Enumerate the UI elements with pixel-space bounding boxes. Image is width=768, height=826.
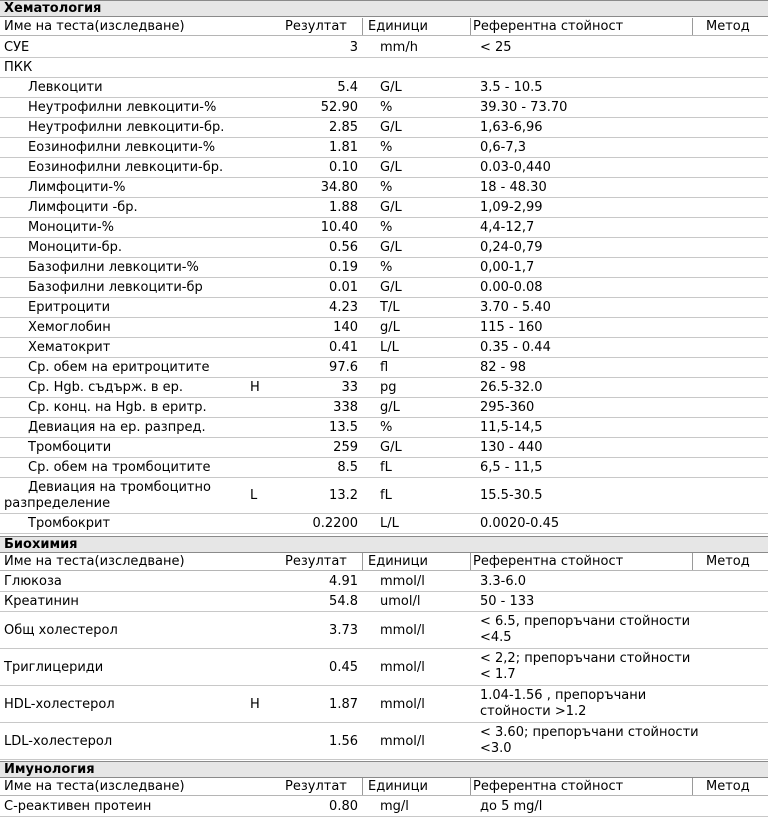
- header-separator: [362, 778, 363, 795]
- result-value: 0.19: [329, 260, 358, 275]
- result-unit: mmol/l: [380, 696, 425, 712]
- reference-range: 0.03-0,440: [480, 159, 551, 175]
- result-flag: [250, 438, 270, 457]
- table-row: [0, 723, 768, 760]
- result-flag: [250, 572, 270, 591]
- table-header: [0, 553, 768, 571]
- result-unit: fl: [380, 360, 389, 375]
- header-separator: [692, 778, 693, 795]
- result-flag: [250, 338, 270, 357]
- table-row: [0, 592, 768, 612]
- test-name: Общ холестерол: [4, 622, 118, 638]
- result-flag: [250, 318, 270, 337]
- result-unit: mmol/l: [380, 733, 425, 749]
- test-name: Ср. конц. на Hgb. в еритр.: [28, 400, 207, 415]
- header-separator: [470, 18, 471, 35]
- result-flag: [250, 418, 270, 437]
- reference-range: 0,00-1,7: [480, 259, 535, 275]
- result-flag: [250, 649, 270, 685]
- test-name: Ср. Hgb. съдърж. в ер.: [28, 380, 184, 395]
- result-flag: L: [250, 488, 258, 503]
- table-row: [0, 198, 768, 218]
- header-method: Метод: [706, 554, 750, 569]
- table-row: [0, 797, 768, 817]
- result-value: 3.73: [329, 622, 358, 638]
- header-units: Единици: [368, 554, 428, 569]
- reference-range: 3.5 - 10.5: [480, 79, 543, 95]
- section-title: Биохимия: [0, 536, 768, 553]
- header-separator: [692, 18, 693, 35]
- table-row: [0, 649, 768, 686]
- section-title: Имунология: [0, 761, 768, 778]
- table-row: [0, 98, 768, 118]
- test-name: Хемоглобин: [28, 320, 111, 335]
- result-flag: [250, 458, 270, 477]
- header-name: Име на теста(изследване): [4, 554, 185, 569]
- header-separator: [470, 778, 471, 795]
- reference-range: 0,6-7,3: [480, 139, 527, 155]
- table-row: [0, 572, 768, 592]
- result-flag: [250, 38, 270, 57]
- result-unit: %: [380, 140, 393, 155]
- header-name: Име на теста(изследване): [4, 19, 185, 34]
- table-row: [0, 278, 768, 298]
- result-value: 10.40: [320, 220, 358, 235]
- test-name: Девиация на ер. разпред.: [28, 420, 206, 435]
- result-flag: [250, 238, 270, 257]
- test-name: Триглицериди: [4, 659, 104, 675]
- result-flag: [250, 58, 270, 77]
- result-flag: [250, 278, 270, 297]
- result-unit: %: [380, 420, 393, 435]
- result-flag: H: [250, 696, 260, 712]
- reference-range: < 25: [480, 39, 512, 55]
- result-unit: G/L: [380, 160, 402, 175]
- header-method: Метод: [706, 779, 750, 794]
- test-name: Тромбоцити: [28, 440, 112, 455]
- test-name: Хематокрит: [28, 340, 111, 355]
- result-flag: [250, 398, 270, 417]
- result-unit: G/L: [380, 200, 402, 215]
- reference-range: 6,5 - 11,5: [480, 459, 543, 475]
- result-value: 13.2: [329, 488, 358, 503]
- reference-range: 1,63-6,96: [480, 119, 543, 135]
- test-name: Ср. обем на тромбоцитите: [28, 460, 211, 475]
- result-unit: G/L: [380, 80, 402, 95]
- test-name: Базофилни левкоцити-бр: [28, 280, 203, 295]
- result-flag: [250, 298, 270, 317]
- reference-range: 50 - 133: [480, 593, 535, 609]
- result-value: 5.4: [337, 80, 358, 95]
- test-name: HDL-холестерол: [4, 696, 115, 712]
- table-row: [0, 358, 768, 378]
- result-unit: %: [380, 260, 393, 275]
- reference-range: 295-360: [480, 399, 535, 415]
- result-flag: [250, 358, 270, 377]
- result-value: 54.8: [329, 594, 358, 609]
- result-value: 4.91: [329, 574, 358, 589]
- reference-range: 18 - 48.30: [480, 179, 547, 195]
- reference-range: < 6.5, препоръчани стойности <4.5: [480, 614, 691, 645]
- result-value: 34.80: [320, 180, 358, 195]
- test-name: Еритроцити: [28, 300, 111, 315]
- result-unit: mmol/l: [380, 622, 425, 638]
- result-unit: L/L: [380, 516, 399, 531]
- table-row: [0, 118, 768, 138]
- result-flag: [250, 723, 270, 759]
- result-value: 259: [333, 440, 358, 455]
- table-row: [0, 58, 768, 78]
- result-unit: %: [380, 180, 393, 195]
- table-row: [0, 78, 768, 98]
- table-header: [0, 778, 768, 796]
- table-row: [0, 258, 768, 278]
- test-name: Тромбокрит: [28, 516, 111, 531]
- header-reference: Референтна стойност: [473, 779, 624, 794]
- header-method: Метод: [706, 19, 750, 34]
- result-value: 0.56: [329, 240, 358, 255]
- result-flag: [250, 178, 270, 197]
- result-unit: fL: [380, 488, 392, 503]
- result-value: 4.23: [329, 300, 358, 315]
- result-flag: [250, 78, 270, 97]
- header-units: Единици: [368, 779, 428, 794]
- reference-range: 0.00-0.08: [480, 279, 543, 295]
- reference-range: 3.70 - 5.40: [480, 299, 551, 315]
- header-separator: [692, 553, 693, 570]
- result-unit: %: [380, 100, 393, 115]
- result-value: 0.2200: [312, 516, 358, 531]
- table-row: [0, 458, 768, 478]
- result-value: 1.81: [329, 140, 358, 155]
- result-unit: mmol/l: [380, 574, 425, 589]
- result-flag: H: [250, 380, 260, 395]
- test-name: Неутрофилни левкоцити-%: [28, 100, 217, 115]
- table-row: [0, 178, 768, 198]
- table-row: [0, 238, 768, 258]
- result-value: 3: [349, 40, 358, 55]
- result-value: 1.56: [329, 733, 358, 749]
- result-unit: g/L: [380, 320, 400, 335]
- result-value: 0.10: [329, 160, 358, 175]
- result-unit: G/L: [380, 120, 402, 135]
- result-unit: mmol/l: [380, 659, 425, 675]
- test-name: СУЕ: [4, 40, 30, 55]
- result-value: 97.6: [329, 360, 358, 375]
- table-row: [0, 438, 768, 458]
- result-value: 13.5: [329, 420, 358, 435]
- result-value: 2.85: [329, 120, 358, 135]
- result-unit: fL: [380, 460, 392, 475]
- result-value: 0.45: [329, 659, 358, 675]
- table-header: [0, 18, 768, 36]
- reference-range: 130 - 440: [480, 439, 543, 455]
- table-row: [0, 338, 768, 358]
- header-separator: [362, 553, 363, 570]
- result-unit: G/L: [380, 280, 402, 295]
- table-row: [0, 318, 768, 338]
- test-name: Моноцити-бр.: [28, 240, 123, 255]
- header-name: Име на теста(изследване): [4, 779, 185, 794]
- reference-range: 115 - 160: [480, 319, 543, 335]
- result-value: 0.80: [329, 799, 358, 814]
- test-name: Лимфоцити -бр.: [28, 200, 138, 215]
- reference-range: < 2,2; препоръчани стойности < 1.7: [480, 651, 691, 682]
- reference-range: 39.30 - 73.70: [480, 99, 568, 115]
- test-name: С-реактивен протеин: [4, 799, 152, 814]
- result-unit: mg/l: [380, 799, 409, 814]
- table-row: [0, 158, 768, 178]
- result-flag: [250, 138, 270, 157]
- reference-range: 1.04-1.56 , препоръчани стойности >1.2: [480, 688, 647, 719]
- table-row: [0, 138, 768, 158]
- result-value: 1.88: [329, 200, 358, 215]
- table-row: [0, 478, 768, 514]
- header-units: Единици: [368, 19, 428, 34]
- test-name: Девиация на тромбоцитно разпределение: [4, 479, 211, 511]
- header-result: Резултат: [285, 779, 347, 794]
- result-unit: [380, 58, 470, 77]
- test-name: Левкоцити: [28, 80, 103, 95]
- test-name: Моноцити-%: [28, 220, 114, 235]
- reference-range: 4,4-12,7: [480, 219, 535, 235]
- result-value: 338: [333, 400, 358, 415]
- test-name: ПКК: [4, 60, 33, 75]
- section-title: Хематология: [0, 0, 768, 17]
- header-result: Резултат: [285, 554, 347, 569]
- test-name: Еозинофилни левкоцити-бр.: [28, 160, 224, 175]
- result-value: 52.90: [320, 100, 358, 115]
- test-name: Лимфоцити-%: [28, 180, 126, 195]
- test-name: Ср. обем на еритроцитите: [28, 360, 210, 375]
- result-unit: %: [380, 220, 393, 235]
- reference-range: < 3.60; препоръчани стойности <3.0: [480, 725, 699, 756]
- reference-range: 3.3-6.0: [480, 573, 527, 589]
- result-unit: mm/h: [380, 40, 418, 55]
- result-unit: g/L: [380, 400, 400, 415]
- header-reference: Референтна стойност: [473, 554, 624, 569]
- table-row: [0, 38, 768, 58]
- test-name: Еозинофилни левкоцити-%: [28, 140, 216, 155]
- result-flag: [250, 98, 270, 117]
- reference-range: 11,5-14,5: [480, 419, 543, 435]
- reference-range: до 5 mg/l: [480, 798, 543, 814]
- result-unit: G/L: [380, 240, 402, 255]
- table-row: [0, 612, 768, 649]
- result-value: 0.41: [329, 340, 358, 355]
- header-separator: [362, 18, 363, 35]
- reference-range: 0.35 - 0.44: [480, 339, 551, 355]
- result-unit: L/L: [380, 340, 399, 355]
- result-flag: [250, 258, 270, 277]
- result-value: 1.87: [329, 696, 358, 712]
- result-flag: [250, 592, 270, 611]
- result-flag: [250, 514, 270, 533]
- reference-range: 1,09-2,99: [480, 199, 543, 215]
- table-row: [0, 218, 768, 238]
- reference-range: 15.5-30.5: [480, 487, 543, 503]
- result-flag: [250, 198, 270, 217]
- result-value: 33: [341, 380, 358, 395]
- result-flag: [250, 118, 270, 137]
- test-name: Глюкоза: [4, 574, 62, 589]
- result-unit: G/L: [380, 440, 402, 455]
- test-name: Неутрофилни левкоцити-бр.: [28, 120, 225, 135]
- test-name: Креатинин: [4, 594, 79, 609]
- result-flag: [250, 797, 270, 816]
- reference-range: 0,24-0,79: [480, 239, 543, 255]
- test-name: LDL-холестерол: [4, 733, 113, 749]
- reference-range: [480, 58, 700, 77]
- header-result: Резултат: [285, 19, 347, 34]
- reference-range: 82 - 98: [480, 359, 527, 375]
- result-value: 8.5: [337, 460, 358, 475]
- result-unit: umol/l: [380, 594, 421, 609]
- table-row: [0, 514, 768, 534]
- table-row: [0, 686, 768, 723]
- table-row: [0, 398, 768, 418]
- result-value: [270, 58, 358, 77]
- result-unit: T/L: [380, 300, 400, 315]
- result-flag: [250, 218, 270, 237]
- header-reference: Референтна стойност: [473, 19, 624, 34]
- test-name: Базофилни левкоцити-%: [28, 260, 199, 275]
- result-unit: pg: [380, 380, 397, 395]
- reference-range: 0.0020-0.45: [480, 515, 560, 531]
- table-row: [0, 378, 768, 398]
- result-value: 0.01: [329, 280, 358, 295]
- result-value: 140: [333, 320, 358, 335]
- table-row: [0, 418, 768, 438]
- result-flag: [250, 612, 270, 648]
- header-separator: [470, 553, 471, 570]
- result-flag: [250, 158, 270, 177]
- reference-range: 26.5-32.0: [480, 379, 543, 395]
- table-row: [0, 298, 768, 318]
